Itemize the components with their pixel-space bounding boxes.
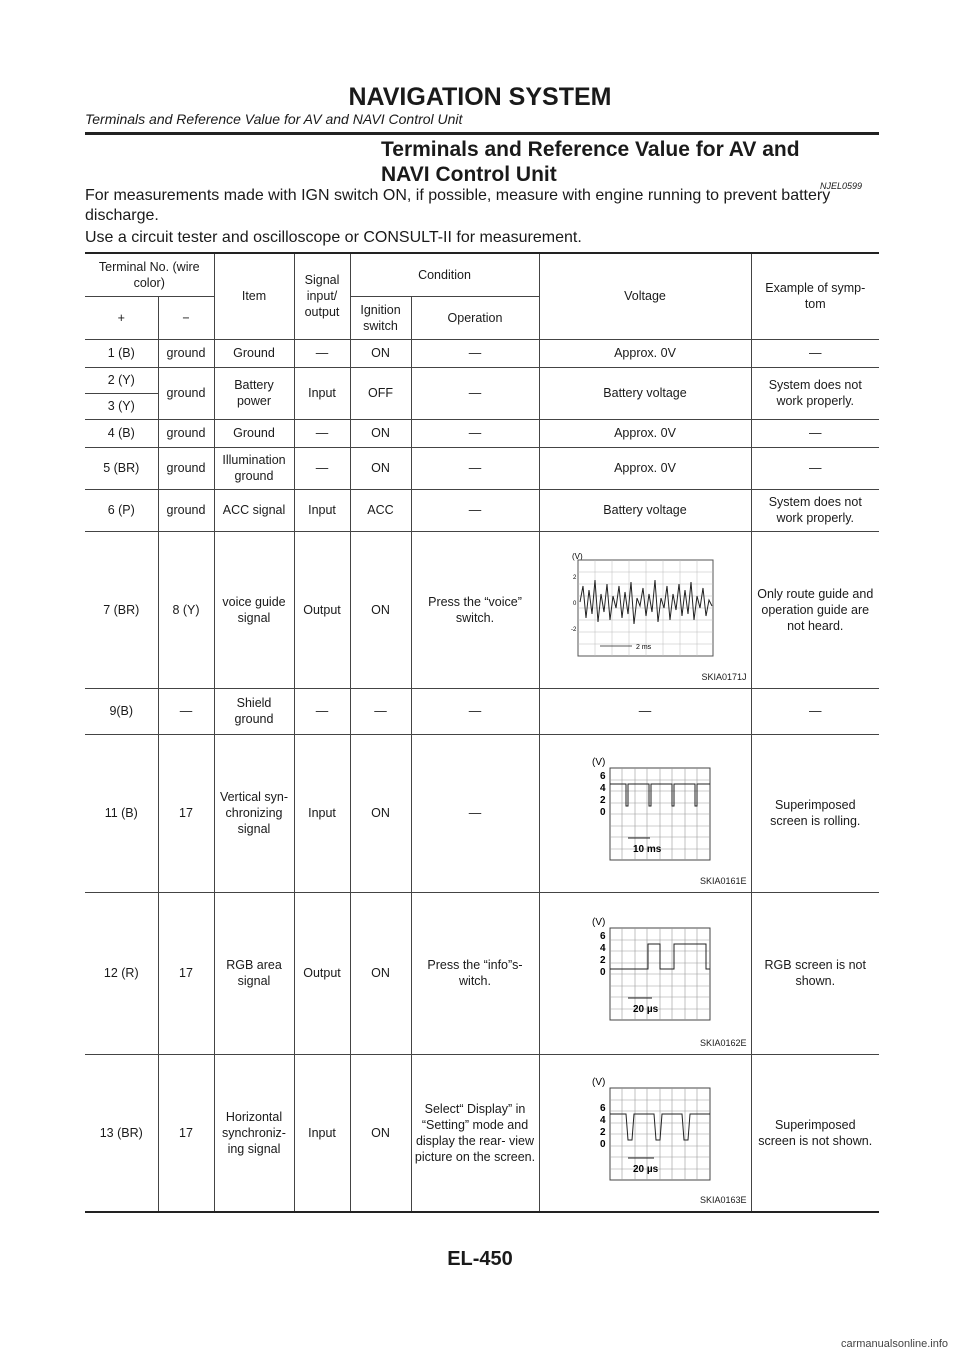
tool-paragraph: Use a circuit tester and oscilloscope or CONSULT-II for measurement. xyxy=(85,229,582,246)
section-title xyxy=(381,137,800,187)
wave-tick: 6 xyxy=(600,931,606,942)
cell-ignition: ON xyxy=(350,447,411,489)
cell-plus: 1 (B) xyxy=(85,339,158,367)
wave-code: SKIA0161E xyxy=(699,875,747,886)
page-header-title: NAVIGATION SYSTEM xyxy=(348,83,612,111)
cell-signal: — xyxy=(294,339,350,367)
cell-ignition: ON xyxy=(350,892,411,1054)
wave-tick: 0 xyxy=(600,807,606,818)
cell-ignition: OFF xyxy=(350,367,411,419)
cell-minus: — xyxy=(158,688,214,734)
cell-item: Illumination ground xyxy=(214,447,294,489)
cell-signal: — xyxy=(294,419,350,447)
cell-plus: 11 (B) xyxy=(85,734,158,892)
cell-voltage: Approx. 0V xyxy=(539,419,751,447)
cell-ignition: ON xyxy=(350,1054,411,1212)
cell-item: Battery power xyxy=(214,367,294,419)
cell-minus: 17 xyxy=(158,892,214,1054)
wave-tick: -2 xyxy=(571,626,577,633)
cell-plus: 5 (BR) xyxy=(85,447,158,489)
header-voltage: Voltage xyxy=(539,253,751,339)
header-item: Item xyxy=(214,253,294,339)
cell-item: RGB area signal xyxy=(214,892,294,1054)
header-plus: + xyxy=(85,296,158,339)
cell-ignition: ON xyxy=(350,734,411,892)
header-signal: Signal input/ output xyxy=(294,253,350,339)
wave-grid xyxy=(610,928,710,1020)
wave-unit-label: (V) xyxy=(592,1076,606,1088)
table-row xyxy=(85,447,879,489)
cell-ignition: — xyxy=(350,688,411,734)
cell-voltage: Approx. 0V xyxy=(539,339,751,367)
cell-symptom: System does not work properly. xyxy=(751,367,879,419)
vsync-waveform-graph xyxy=(570,754,720,872)
cell-symptom: — xyxy=(751,447,879,489)
wave-tick: 0 xyxy=(600,967,606,978)
cell-operation: — xyxy=(411,447,539,489)
waveform-cell xyxy=(539,734,751,892)
cell-voltage: Approx. 0V xyxy=(539,447,751,489)
header-ignition: Ignition switch xyxy=(350,296,411,339)
page-number: EL-450 xyxy=(447,1248,513,1270)
cell-plus: 12 (R) xyxy=(85,892,158,1054)
header-terminal: Terminal No. (wire color) xyxy=(85,253,214,296)
wave-code: SKIA0162E xyxy=(699,1037,747,1048)
cell-signal: Output xyxy=(294,892,350,1054)
cell-operation: Press the “info”s- witch. xyxy=(411,892,539,1054)
cell-item: Vertical syn- chronizing signal xyxy=(214,734,294,892)
cell-ignition: ON xyxy=(350,531,411,688)
wave-code: SKIA0171J xyxy=(701,671,747,682)
cell-symptom: Superimposed screen is rolling. xyxy=(751,734,879,892)
rgb-waveform-graph xyxy=(570,914,720,1032)
wave-tick: 2 xyxy=(573,574,577,581)
cell-voltage: Battery voltage xyxy=(539,489,751,531)
wave-unit-label: (V) xyxy=(592,917,606,928)
cell-symptom: RGB screen is not shown. xyxy=(751,892,879,1054)
cell-operation: — xyxy=(411,688,539,734)
wave-tick: 4 xyxy=(600,783,606,794)
header-symptom: Example of symp- tom xyxy=(751,253,879,339)
waveform-cell xyxy=(539,1054,751,1212)
table-row xyxy=(85,489,879,531)
cell-plus: 13 (BR) xyxy=(85,1054,158,1212)
section-code: NJEL0599 xyxy=(820,181,863,191)
wave-unit-label: (V) xyxy=(592,757,606,768)
cell-operation: — xyxy=(411,734,539,892)
wave-tick: 4 xyxy=(600,943,606,954)
cell-symptom: — xyxy=(751,688,879,734)
cell-minus: 17 xyxy=(158,1054,214,1212)
table-row xyxy=(85,339,879,367)
cell-symptom: — xyxy=(751,419,879,447)
cell-signal: Input xyxy=(294,734,350,892)
wave-code: SKIA0163E xyxy=(699,1195,747,1205)
cell-item: Shield ground xyxy=(214,688,294,734)
cell-operation: — xyxy=(411,419,539,447)
cell-operation: — xyxy=(411,367,539,419)
header-condition: Condition xyxy=(350,253,539,296)
cell-plus: 7 (BR) xyxy=(85,531,158,688)
voice-waveform-graph xyxy=(570,550,720,670)
wave-tick: 6 xyxy=(600,1102,606,1114)
cell-symptom: Only route guide and operation guide are not heard. xyxy=(751,531,879,688)
wave-tick: 6 xyxy=(600,771,606,782)
cell-signal: Input xyxy=(294,1054,350,1212)
wave-time-label: 20 µs xyxy=(633,1163,659,1175)
header-divider xyxy=(85,132,879,135)
cell-operation: — xyxy=(411,339,539,367)
wave-time-label: 10 ms xyxy=(633,844,662,855)
cell-plus: 6 (P) xyxy=(85,489,158,531)
cell-item: Ground xyxy=(214,419,294,447)
intro-paragraph: For measurements made with IGN switch ON, if possible, measure with engine running to prevent battery discharge. xyxy=(85,187,831,224)
table-row xyxy=(85,531,879,688)
table-row xyxy=(85,688,879,734)
cell-voltage: Battery voltage xyxy=(539,367,751,419)
cell-minus: 8 (Y) xyxy=(158,531,214,688)
cell-symptom: System does not work properly. xyxy=(751,489,879,531)
cell-item: Horizontal synchroniz- ing signal xyxy=(214,1054,294,1212)
section-title-line2: NAVI Control Unit xyxy=(381,163,557,186)
cell-symptom: Superimposed screen is not shown. xyxy=(751,1054,879,1212)
section-title-line1: Terminals and Reference Value for AV and xyxy=(381,138,800,161)
footer-watermark: carmanualsonline.info xyxy=(840,1338,948,1350)
table-row xyxy=(85,734,879,892)
waveform-cell xyxy=(539,892,751,1054)
page-header-subtitle: Terminals and Reference Value for AV and NAVI Control Unit xyxy=(85,111,463,127)
cell-operation: Press the “voice” switch. xyxy=(411,531,539,688)
cell-plus: 3 (Y) xyxy=(85,393,158,419)
cell-minus: ground xyxy=(158,489,214,531)
cell-ignition: ACC xyxy=(350,489,411,531)
header-operation: Operation xyxy=(411,296,539,339)
cell-operation: Select“ Display” in “Setting” mode and display the rear- view picture on the screen. xyxy=(411,1054,539,1212)
cell-signal: — xyxy=(294,688,350,734)
cell-signal: Output xyxy=(294,531,350,688)
cell-minus: ground xyxy=(158,419,214,447)
cell-ignition: ON xyxy=(350,419,411,447)
wave-time-label: 2 ms xyxy=(636,643,652,651)
wave-tick: 0 xyxy=(600,1138,606,1150)
cell-minus: ground xyxy=(158,339,214,367)
cell-signal: — xyxy=(294,447,350,489)
wave-tick: 2 xyxy=(600,795,606,806)
rgb-signal-trace xyxy=(610,944,710,969)
cell-item: Ground xyxy=(214,339,294,367)
table-row xyxy=(85,419,879,447)
table-row xyxy=(85,1054,879,1212)
cell-minus: 17 xyxy=(158,734,214,892)
wave-unit-label: (V) xyxy=(572,551,583,561)
wave-time-label: 20 µs xyxy=(633,1004,659,1015)
wave-tick: 2 xyxy=(600,1126,606,1138)
terminal-reference-table xyxy=(85,252,879,1213)
cell-signal: Input xyxy=(294,367,350,419)
cell-minus: ground xyxy=(158,447,214,489)
waveform-cell xyxy=(539,531,751,688)
table-row xyxy=(85,892,879,1054)
wave-tick: 2 xyxy=(600,955,606,966)
cell-voltage: — xyxy=(539,688,751,734)
wave-tick: 4 xyxy=(600,1114,606,1126)
hsync-waveform-graph xyxy=(570,1074,720,1192)
header-minus: − xyxy=(158,296,214,339)
table-row xyxy=(85,367,879,393)
cell-operation: — xyxy=(411,489,539,531)
cell-minus: ground xyxy=(158,367,214,419)
cell-plus: 4 (B) xyxy=(85,419,158,447)
cell-item: voice guide signal xyxy=(214,531,294,688)
cell-plus: 9(B) xyxy=(85,688,158,734)
cell-plus: 2 (Y) xyxy=(85,367,158,393)
cell-symptom: — xyxy=(751,339,879,367)
cell-item: ACC signal xyxy=(214,489,294,531)
cell-ignition: ON xyxy=(350,339,411,367)
wave-tick: 0 xyxy=(573,600,577,607)
cell-signal: Input xyxy=(294,489,350,531)
